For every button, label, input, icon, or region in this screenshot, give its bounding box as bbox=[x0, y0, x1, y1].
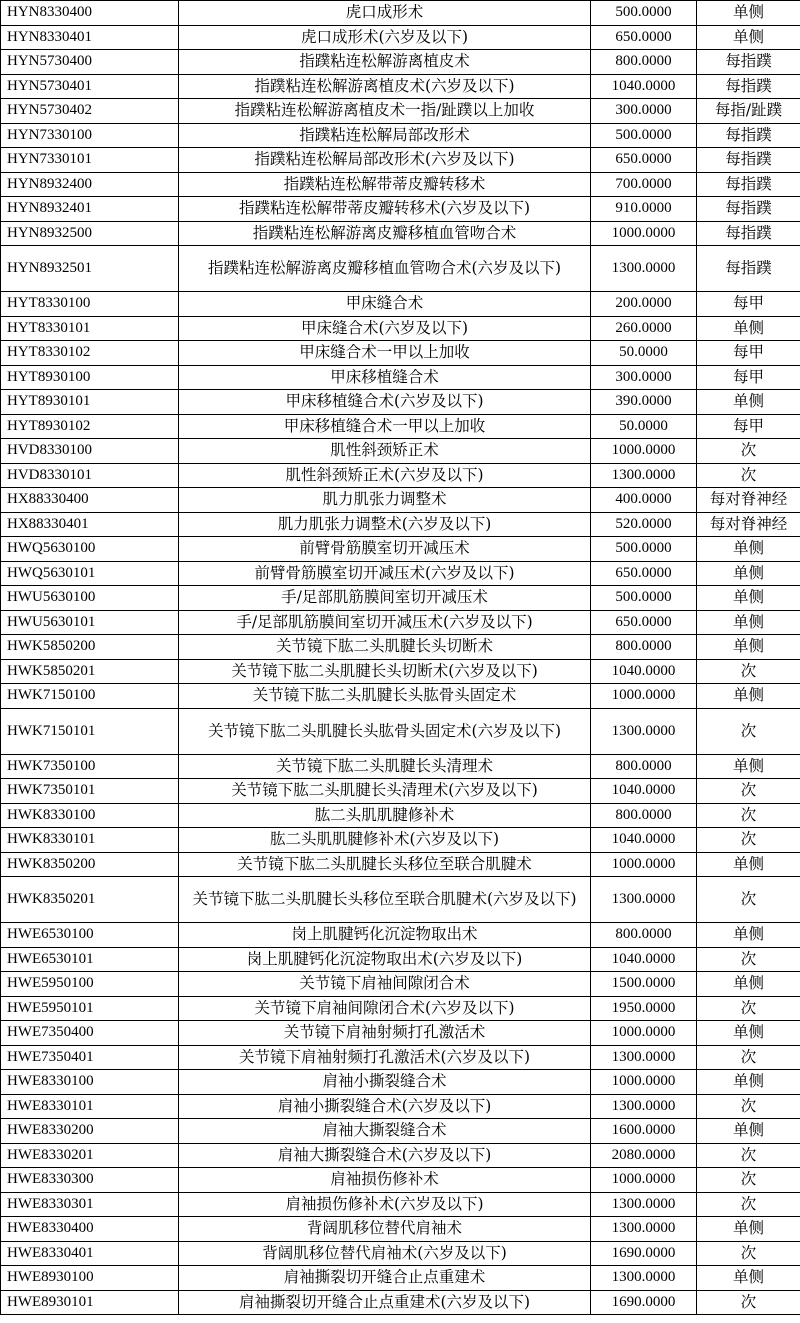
item-price: 1500.0000 bbox=[591, 972, 697, 997]
item-code: HWK8330100 bbox=[1, 803, 179, 828]
table-row bbox=[1, 684, 800, 709]
item-name: 前臂骨筋膜室切开减压术(六岁及以下) bbox=[179, 561, 591, 586]
item-unit: 每指蹼 bbox=[697, 221, 800, 246]
item-unit: 次 bbox=[697, 463, 800, 488]
item-name: 虎口成形术 bbox=[179, 1, 591, 26]
item-name: 指蹼粘连松解游离皮瓣移植血管吻合术(六岁及以下) bbox=[179, 246, 591, 292]
table-row bbox=[1, 852, 800, 877]
item-unit: 每甲 bbox=[697, 365, 800, 390]
table-row bbox=[1, 512, 800, 537]
table-row bbox=[1, 610, 800, 635]
item-name: 指蹼粘连松解局部改形术 bbox=[179, 123, 591, 148]
item-name: 关节镜下肱二头肌腱长头切断术(六岁及以下) bbox=[179, 659, 591, 684]
item-code: HYN8932400 bbox=[1, 172, 179, 197]
item-unit: 单侧 bbox=[697, 1119, 800, 1144]
item-name: 甲床移植缝合术一甲以上加收 bbox=[179, 414, 591, 439]
item-code: HWQ5630101 bbox=[1, 561, 179, 586]
item-code: HWK5850201 bbox=[1, 659, 179, 684]
item-price: 50.0000 bbox=[591, 341, 697, 366]
table-row bbox=[1, 635, 800, 660]
item-unit: 单侧 bbox=[697, 586, 800, 611]
item-unit: 每指蹼 bbox=[697, 123, 800, 148]
item-price: 390.0000 bbox=[591, 390, 697, 415]
item-code: HYN8932500 bbox=[1, 221, 179, 246]
item-unit: 单侧 bbox=[697, 25, 800, 50]
item-unit: 次 bbox=[697, 996, 800, 1021]
item-code: HWE8930100 bbox=[1, 1266, 179, 1291]
table-row bbox=[1, 50, 800, 75]
item-name: 虎口成形术(六岁及以下) bbox=[179, 25, 591, 50]
item-unit: 单侧 bbox=[697, 561, 800, 586]
item-price: 1040.0000 bbox=[591, 74, 697, 99]
item-price: 1000.0000 bbox=[591, 439, 697, 464]
item-code: HVD8330101 bbox=[1, 463, 179, 488]
item-price: 500.0000 bbox=[591, 586, 697, 611]
item-price: 1300.0000 bbox=[591, 463, 697, 488]
item-price: 500.0000 bbox=[591, 1, 697, 26]
table-row bbox=[1, 779, 800, 804]
item-name: 肩袖撕裂切开缝合止点重建术 bbox=[179, 1266, 591, 1291]
item-price: 1000.0000 bbox=[591, 852, 697, 877]
table-row bbox=[1, 923, 800, 948]
item-price: 800.0000 bbox=[591, 803, 697, 828]
item-price: 300.0000 bbox=[591, 99, 697, 124]
item-code: HYT8930102 bbox=[1, 414, 179, 439]
item-code: HWK8350200 bbox=[1, 852, 179, 877]
item-code: HYN5730400 bbox=[1, 50, 179, 75]
item-unit: 次 bbox=[697, 1290, 800, 1315]
item-unit: 单侧 bbox=[697, 537, 800, 562]
item-name: 关节镜下肩袖间隙闭合术(六岁及以下) bbox=[179, 996, 591, 1021]
item-price: 400.0000 bbox=[591, 488, 697, 513]
item-code: HX88330400 bbox=[1, 488, 179, 513]
table-row bbox=[1, 292, 800, 317]
table-row bbox=[1, 586, 800, 611]
item-name: 关节镜下肱二头肌腱长头肱骨头固定术(六岁及以下) bbox=[179, 708, 591, 754]
item-name: 肌性斜颈矫正术 bbox=[179, 439, 591, 464]
item-name: 指蹼粘连松解游离植皮术(六岁及以下) bbox=[179, 74, 591, 99]
item-price: 1300.0000 bbox=[591, 1192, 697, 1217]
item-code: HYN7330100 bbox=[1, 123, 179, 148]
item-unit: 单侧 bbox=[697, 684, 800, 709]
item-price: 1000.0000 bbox=[591, 1021, 697, 1046]
table-row bbox=[1, 1241, 800, 1266]
item-code: HWE8330400 bbox=[1, 1217, 179, 1242]
table-row bbox=[1, 25, 800, 50]
table-row bbox=[1, 1217, 800, 1242]
item-unit: 每甲 bbox=[697, 341, 800, 366]
item-unit: 次 bbox=[697, 877, 800, 923]
item-price: 650.0000 bbox=[591, 561, 697, 586]
item-unit: 次 bbox=[697, 779, 800, 804]
table-row bbox=[1, 1, 800, 26]
item-unit: 每指蹼 bbox=[697, 172, 800, 197]
item-price: 500.0000 bbox=[591, 537, 697, 562]
table-row bbox=[1, 148, 800, 173]
item-price: 1690.0000 bbox=[591, 1290, 697, 1315]
item-name: 关节镜下肱二头肌腱长头清理术(六岁及以下) bbox=[179, 779, 591, 804]
item-name: 肌性斜颈矫正术(六岁及以下) bbox=[179, 463, 591, 488]
item-price: 650.0000 bbox=[591, 610, 697, 635]
item-price: 800.0000 bbox=[591, 923, 697, 948]
item-unit: 单侧 bbox=[697, 1217, 800, 1242]
table-row bbox=[1, 1070, 800, 1095]
item-code: HWE8930101 bbox=[1, 1290, 179, 1315]
item-code: HWE8330200 bbox=[1, 1119, 179, 1144]
item-name: 甲床移植缝合术 bbox=[179, 365, 591, 390]
item-name: 肩袖大撕裂缝合术(六岁及以下) bbox=[179, 1143, 591, 1168]
item-name: 甲床缝合术 bbox=[179, 292, 591, 317]
item-name: 甲床缝合术(六岁及以下) bbox=[179, 316, 591, 341]
table-row bbox=[1, 947, 800, 972]
item-name: 岗上肌腱钙化沉淀物取出术 bbox=[179, 923, 591, 948]
table-row bbox=[1, 99, 800, 124]
item-unit: 次 bbox=[697, 1143, 800, 1168]
item-code: HWE6530100 bbox=[1, 923, 179, 948]
item-unit: 单侧 bbox=[697, 754, 800, 779]
item-price: 650.0000 bbox=[591, 25, 697, 50]
item-name: 指蹼粘连松解游离植皮术一指/趾蹼以上加收 bbox=[179, 99, 591, 124]
item-name: 肩袖撕裂切开缝合止点重建术(六岁及以下) bbox=[179, 1290, 591, 1315]
table-row bbox=[1, 1143, 800, 1168]
table-row bbox=[1, 341, 800, 366]
item-code: HWE7350401 bbox=[1, 1045, 179, 1070]
item-name: 甲床移植缝合术(六岁及以下) bbox=[179, 390, 591, 415]
item-unit: 次 bbox=[697, 1045, 800, 1070]
item-code: HWE8330401 bbox=[1, 1241, 179, 1266]
item-price: 300.0000 bbox=[591, 365, 697, 390]
item-unit: 次 bbox=[697, 1094, 800, 1119]
item-name: 关节镜下肱二头肌腱长头移位至联合肌腱术 bbox=[179, 852, 591, 877]
item-code: HWK8330101 bbox=[1, 828, 179, 853]
item-code: HWK7150100 bbox=[1, 684, 179, 709]
table-row bbox=[1, 1021, 800, 1046]
table-row bbox=[1, 414, 800, 439]
item-name: 肱二头肌肌腱修补术 bbox=[179, 803, 591, 828]
table-row bbox=[1, 659, 800, 684]
item-code: HYN8932401 bbox=[1, 197, 179, 222]
item-unit: 单侧 bbox=[697, 972, 800, 997]
item-code: HYN5730401 bbox=[1, 74, 179, 99]
item-unit: 次 bbox=[697, 803, 800, 828]
item-name: 指蹼粘连松解局部改形术(六岁及以下) bbox=[179, 148, 591, 173]
item-price: 1040.0000 bbox=[591, 947, 697, 972]
table-row bbox=[1, 1045, 800, 1070]
item-price: 800.0000 bbox=[591, 50, 697, 75]
item-price: 800.0000 bbox=[591, 754, 697, 779]
item-name: 肩袖小撕裂缝合术 bbox=[179, 1070, 591, 1095]
table-row bbox=[1, 74, 800, 99]
table-row bbox=[1, 754, 800, 779]
item-price: 50.0000 bbox=[591, 414, 697, 439]
item-price: 1600.0000 bbox=[591, 1119, 697, 1144]
item-code: HWK7350100 bbox=[1, 754, 179, 779]
item-unit: 单侧 bbox=[697, 923, 800, 948]
item-price: 1300.0000 bbox=[591, 1045, 697, 1070]
item-unit: 每指蹼 bbox=[697, 50, 800, 75]
item-name: 指蹼粘连松解带蒂皮瓣转移术(六岁及以下) bbox=[179, 197, 591, 222]
item-unit: 每指蹼 bbox=[697, 197, 800, 222]
item-name: 手/足部肌筋膜间室切开减压术 bbox=[179, 586, 591, 611]
item-price: 700.0000 bbox=[591, 172, 697, 197]
item-price: 1040.0000 bbox=[591, 779, 697, 804]
table-row bbox=[1, 316, 800, 341]
item-price: 1000.0000 bbox=[591, 221, 697, 246]
item-name: 肩袖大撕裂缝合术 bbox=[179, 1119, 591, 1144]
table-row bbox=[1, 803, 800, 828]
item-unit: 次 bbox=[697, 947, 800, 972]
price-table-body bbox=[1, 1, 800, 1315]
item-name: 肱二头肌肌腱修补术(六岁及以下) bbox=[179, 828, 591, 853]
item-unit: 次 bbox=[697, 1241, 800, 1266]
item-name: 肩袖损伤修补术 bbox=[179, 1168, 591, 1193]
table-row bbox=[1, 390, 800, 415]
item-price: 1000.0000 bbox=[591, 684, 697, 709]
table-row bbox=[1, 1119, 800, 1144]
item-unit: 每指蹼 bbox=[697, 148, 800, 173]
table-row bbox=[1, 197, 800, 222]
item-unit: 每指蹼 bbox=[697, 246, 800, 292]
item-unit: 每指蹼 bbox=[697, 74, 800, 99]
item-unit: 单侧 bbox=[697, 390, 800, 415]
item-unit: 每甲 bbox=[697, 414, 800, 439]
item-code: HWU5630100 bbox=[1, 586, 179, 611]
item-price: 1300.0000 bbox=[591, 1094, 697, 1119]
item-price: 1690.0000 bbox=[591, 1241, 697, 1266]
item-unit: 次 bbox=[697, 1168, 800, 1193]
item-name: 关节镜下肩袖射频打孔激活术(六岁及以下) bbox=[179, 1045, 591, 1070]
item-code: HWK5850200 bbox=[1, 635, 179, 660]
item-unit: 次 bbox=[697, 1192, 800, 1217]
table-row bbox=[1, 463, 800, 488]
item-code: HWE8330201 bbox=[1, 1143, 179, 1168]
item-price: 1000.0000 bbox=[591, 1168, 697, 1193]
item-name: 背阔肌移位替代肩袖术(六岁及以下) bbox=[179, 1241, 591, 1266]
item-name: 背阔肌移位替代肩袖术 bbox=[179, 1217, 591, 1242]
table-row bbox=[1, 708, 800, 754]
item-name: 前臂骨筋膜室切开减压术 bbox=[179, 537, 591, 562]
item-price: 650.0000 bbox=[591, 148, 697, 173]
table-row bbox=[1, 996, 800, 1021]
table-row bbox=[1, 1266, 800, 1291]
item-price: 910.0000 bbox=[591, 197, 697, 222]
item-price: 1300.0000 bbox=[591, 877, 697, 923]
item-price: 520.0000 bbox=[591, 512, 697, 537]
item-code: HYT8330100 bbox=[1, 292, 179, 317]
table-row bbox=[1, 439, 800, 464]
item-name: 指蹼粘连松解游离植皮术 bbox=[179, 50, 591, 75]
item-unit: 单侧 bbox=[697, 635, 800, 660]
item-unit: 单侧 bbox=[697, 1070, 800, 1095]
table-row bbox=[1, 561, 800, 586]
item-name: 肩袖损伤修补术(六岁及以下) bbox=[179, 1192, 591, 1217]
table-row bbox=[1, 972, 800, 997]
item-unit: 次 bbox=[697, 828, 800, 853]
item-code: HYT8930100 bbox=[1, 365, 179, 390]
item-unit: 单侧 bbox=[697, 852, 800, 877]
item-price: 1300.0000 bbox=[591, 1217, 697, 1242]
item-name: 关节镜下肱二头肌腱长头肱骨头固定术 bbox=[179, 684, 591, 709]
item-code: HX88330401 bbox=[1, 512, 179, 537]
item-code: HVD8330100 bbox=[1, 439, 179, 464]
item-code: HWE8330300 bbox=[1, 1168, 179, 1193]
item-unit: 每对脊神经 bbox=[697, 488, 800, 513]
table-row bbox=[1, 488, 800, 513]
item-code: HYN8330401 bbox=[1, 25, 179, 50]
item-code: HYN8932501 bbox=[1, 246, 179, 292]
item-price: 1000.0000 bbox=[591, 1070, 697, 1095]
item-name: 指蹼粘连松解游离皮瓣移植血管吻合术 bbox=[179, 221, 591, 246]
table-row bbox=[1, 365, 800, 390]
item-unit: 单侧 bbox=[697, 1266, 800, 1291]
item-price: 1040.0000 bbox=[591, 828, 697, 853]
item-unit: 单侧 bbox=[697, 610, 800, 635]
table-row bbox=[1, 1192, 800, 1217]
item-unit: 每对脊神经 bbox=[697, 512, 800, 537]
item-code: HWE5950100 bbox=[1, 972, 179, 997]
item-price: 1300.0000 bbox=[591, 708, 697, 754]
item-name: 肩袖小撕裂缝合术(六岁及以下) bbox=[179, 1094, 591, 1119]
item-price: 1040.0000 bbox=[591, 659, 697, 684]
table-row bbox=[1, 246, 800, 292]
table-row bbox=[1, 221, 800, 246]
item-price: 1950.0000 bbox=[591, 996, 697, 1021]
item-name: 关节镜下肩袖间隙闭合术 bbox=[179, 972, 591, 997]
item-code: HYN8330400 bbox=[1, 1, 179, 26]
item-name: 关节镜下肱二头肌腱长头切断术 bbox=[179, 635, 591, 660]
table-row bbox=[1, 123, 800, 148]
item-code: HWE6530101 bbox=[1, 947, 179, 972]
item-unit: 每指/趾蹼 bbox=[697, 99, 800, 124]
item-name: 指蹼粘连松解带蒂皮瓣转移术 bbox=[179, 172, 591, 197]
item-unit: 单侧 bbox=[697, 1, 800, 26]
item-unit: 单侧 bbox=[697, 1021, 800, 1046]
item-code: HYT8930101 bbox=[1, 390, 179, 415]
item-code: HWU5630101 bbox=[1, 610, 179, 635]
item-name: 关节镜下肩袖射频打孔激活术 bbox=[179, 1021, 591, 1046]
item-price: 500.0000 bbox=[591, 123, 697, 148]
item-code: HWE8330301 bbox=[1, 1192, 179, 1217]
table-row bbox=[1, 877, 800, 923]
item-code: HWE8330101 bbox=[1, 1094, 179, 1119]
item-price: 1300.0000 bbox=[591, 246, 697, 292]
item-unit: 单侧 bbox=[697, 316, 800, 341]
item-code: HYN5730402 bbox=[1, 99, 179, 124]
table-row bbox=[1, 1094, 800, 1119]
item-price: 800.0000 bbox=[591, 635, 697, 660]
item-name: 关节镜下肱二头肌腱长头清理术 bbox=[179, 754, 591, 779]
item-price: 1300.0000 bbox=[591, 1266, 697, 1291]
item-name: 岗上肌腱钙化沉淀物取出术(六岁及以下) bbox=[179, 947, 591, 972]
item-unit: 次 bbox=[697, 659, 800, 684]
table-row bbox=[1, 1168, 800, 1193]
table-row bbox=[1, 828, 800, 853]
item-price: 200.0000 bbox=[591, 292, 697, 317]
item-unit: 每甲 bbox=[697, 292, 800, 317]
item-code: HYN7330101 bbox=[1, 148, 179, 173]
item-name: 关节镜下肱二头肌腱长头移位至联合肌腱术(六岁及以下) bbox=[179, 877, 591, 923]
item-name: 肌力肌张力调整术 bbox=[179, 488, 591, 513]
item-name: 肌力肌张力调整术(六岁及以下) bbox=[179, 512, 591, 537]
table-row bbox=[1, 537, 800, 562]
item-price: 2080.0000 bbox=[591, 1143, 697, 1168]
item-code: HWK7350101 bbox=[1, 779, 179, 804]
item-name: 甲床缝合术一甲以上加收 bbox=[179, 341, 591, 366]
table-row bbox=[1, 1290, 800, 1315]
item-name: 手/足部肌筋膜间室切开减压术(六岁及以下) bbox=[179, 610, 591, 635]
item-code: HWQ5630100 bbox=[1, 537, 179, 562]
item-code: HYT8330102 bbox=[1, 341, 179, 366]
item-code: HWK7150101 bbox=[1, 708, 179, 754]
item-unit: 次 bbox=[697, 708, 800, 754]
item-code: HWE8330100 bbox=[1, 1070, 179, 1095]
item-code: HWE5950101 bbox=[1, 996, 179, 1021]
item-code: HWK8350201 bbox=[1, 877, 179, 923]
item-price: 260.0000 bbox=[591, 316, 697, 341]
item-code: HWE7350400 bbox=[1, 1021, 179, 1046]
table-row bbox=[1, 172, 800, 197]
item-code: HYT8330101 bbox=[1, 316, 179, 341]
item-unit: 次 bbox=[697, 439, 800, 464]
